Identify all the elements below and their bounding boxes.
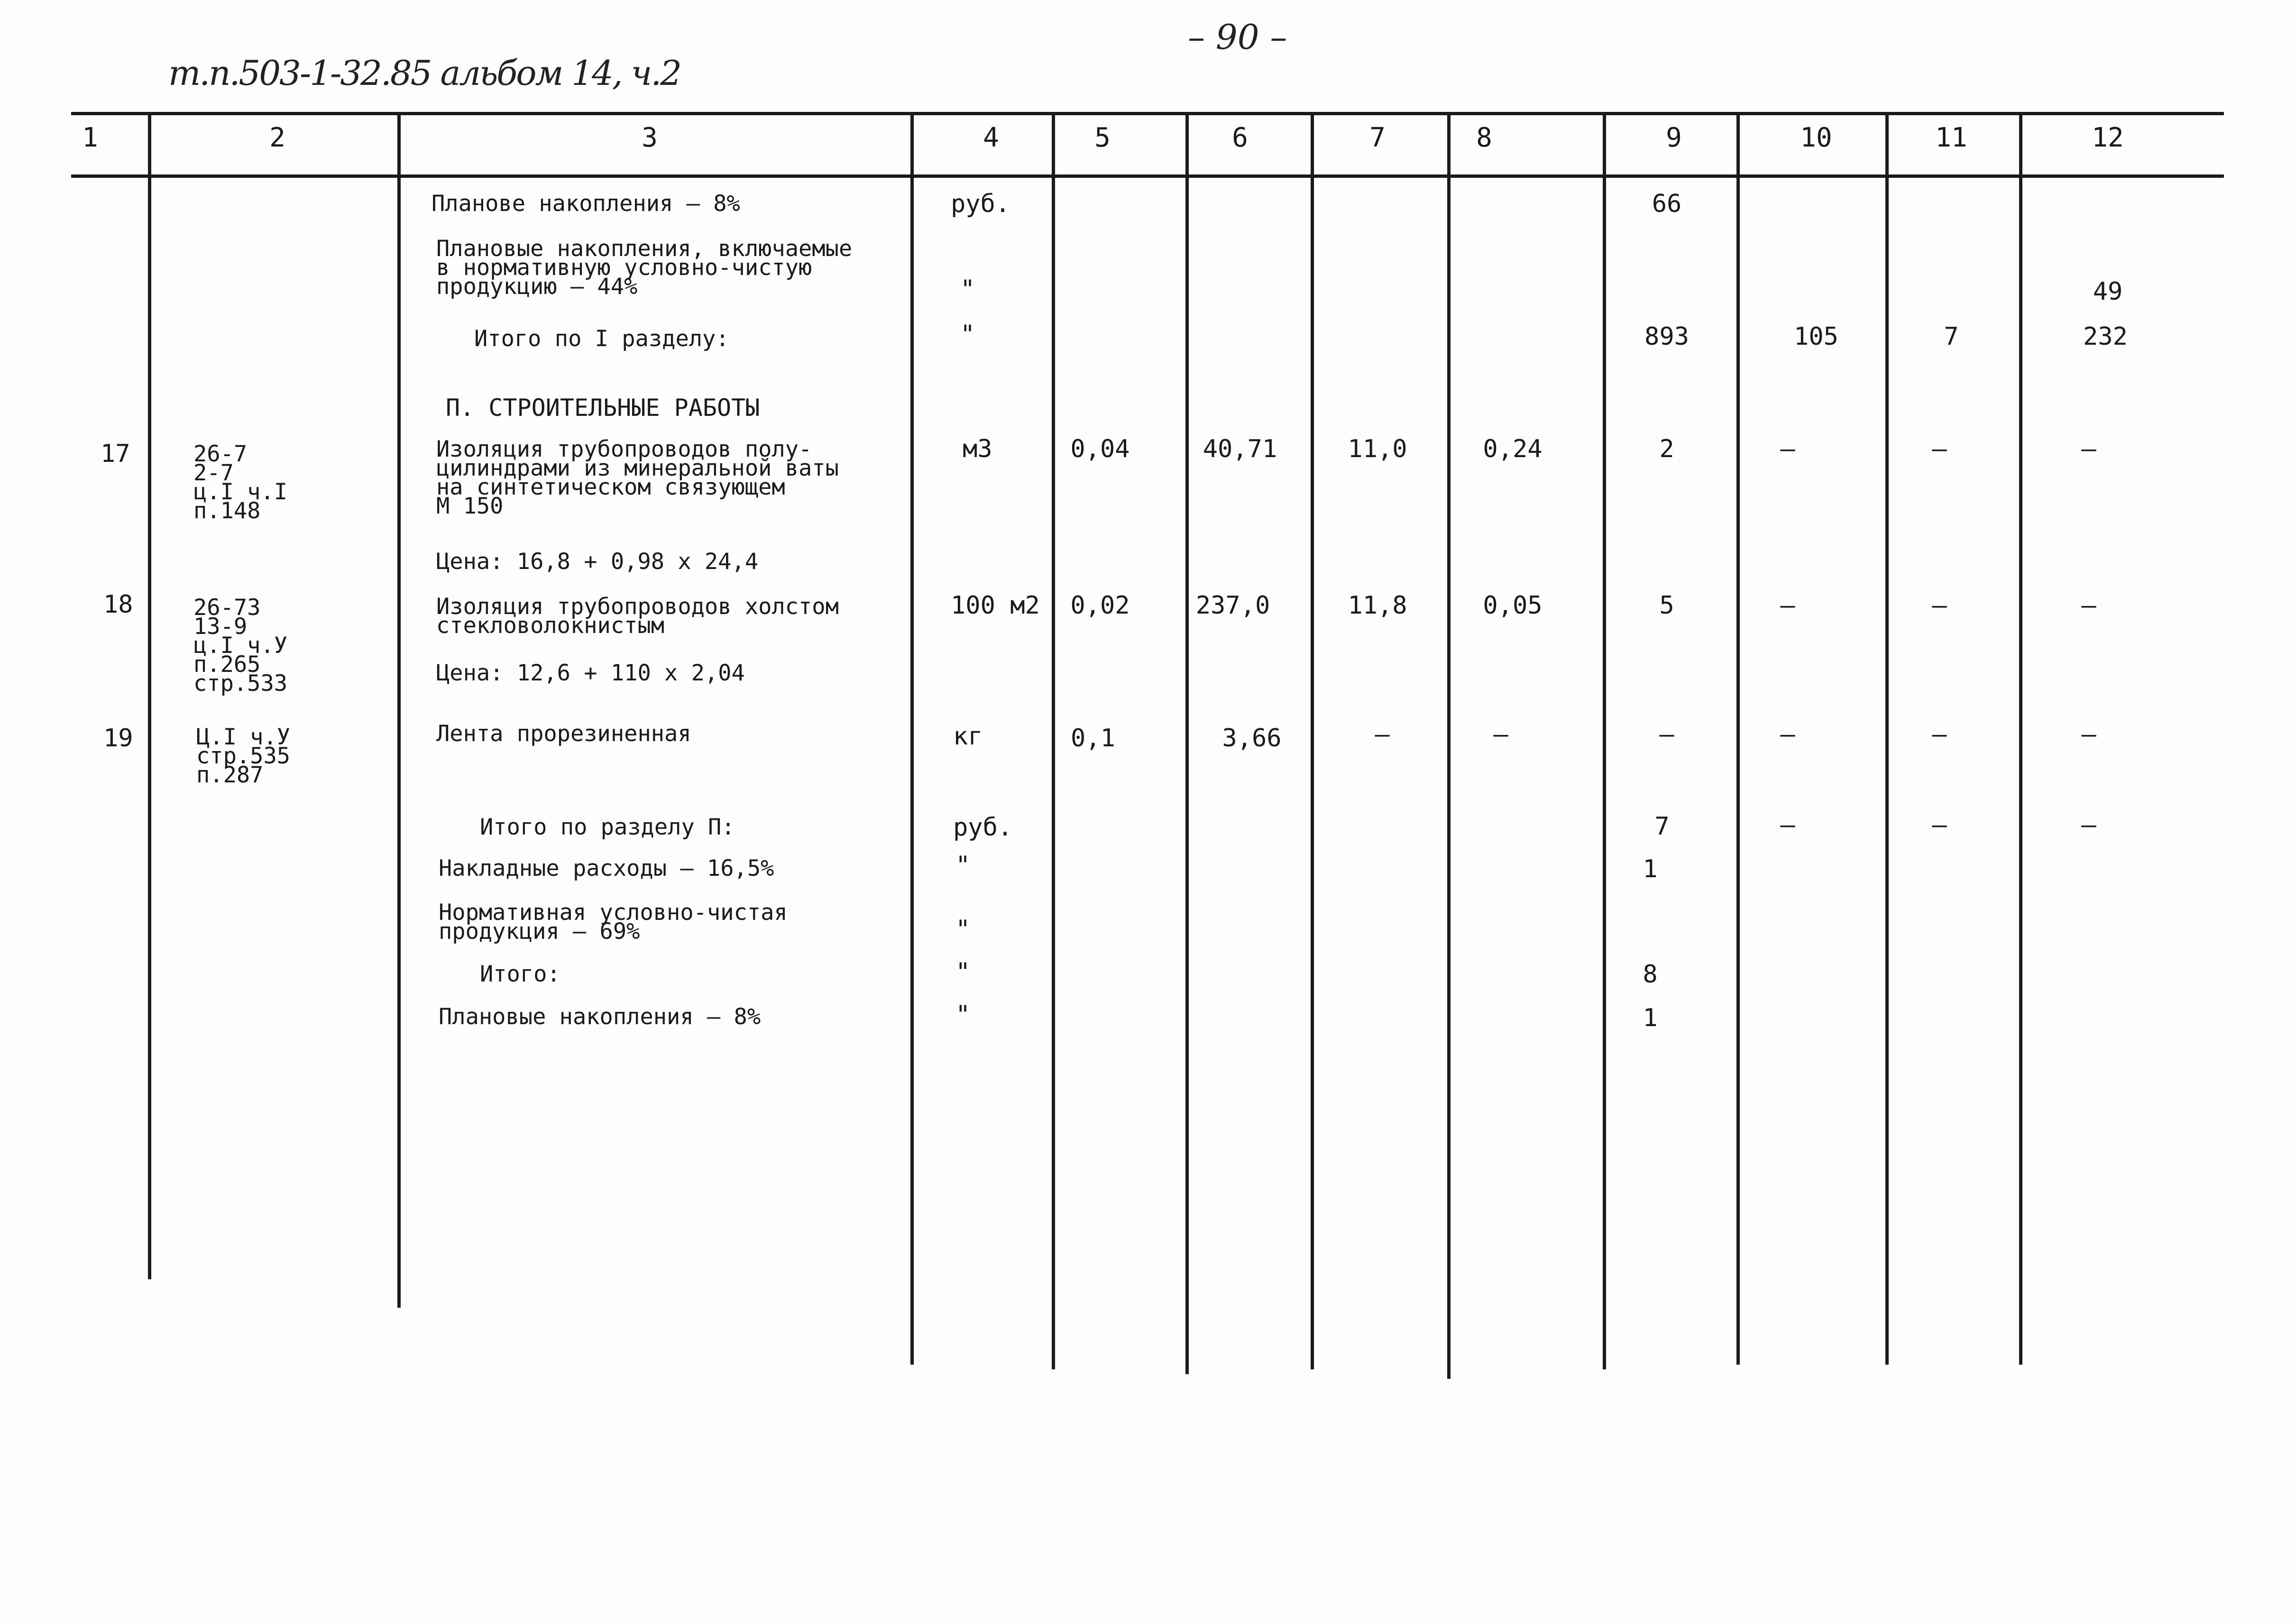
row-ref: 26-73 13-9 ц.I ч.У п.265 стр.533 <box>193 595 288 697</box>
row-col9: – <box>1659 720 1674 749</box>
column-header: 3 <box>642 122 658 153</box>
col-divider <box>1311 113 1314 1369</box>
row-col10: – <box>1780 591 1795 620</box>
header-bottom-rule <box>71 174 2224 178</box>
planned-final-label: Плановые накопления – 8% <box>439 1004 761 1030</box>
section-2-total-col12: – <box>2081 811 2096 839</box>
row-col6: 40,71 <box>1203 435 1277 463</box>
row-description: Изоляция трубопроводов полу- цилиндрами из минеральной ваты на синтетическом связующем М 150 <box>436 436 839 519</box>
col-divider <box>1736 113 1740 1365</box>
section-1-total-col10: 105 <box>1794 322 1838 351</box>
column-header: 8 <box>1476 122 1492 153</box>
row-col7: 11,0 <box>1348 435 1407 463</box>
col-divider <box>910 113 914 1365</box>
row-col5: 0,04 <box>1070 435 1130 463</box>
section-1-total-unit: " <box>960 320 975 349</box>
section-1-total-col12: 232 <box>2083 322 2128 351</box>
row-col9: 2 <box>1659 435 1674 463</box>
row-col10: – <box>1780 435 1795 463</box>
row-col5: 0,02 <box>1070 591 1130 620</box>
row-col10: – <box>1780 720 1795 749</box>
col-divider <box>397 113 401 1308</box>
section-2-total-col9: 7 <box>1654 812 1670 841</box>
column-header: 10 <box>1800 122 1832 153</box>
section-2-total-col10: – <box>1780 811 1795 839</box>
row-unit: 100 м2 <box>951 591 1040 620</box>
row-ref: Ц.I ч.У стр.535 п.287 <box>196 724 291 788</box>
planned-savings-unit: руб. <box>951 190 1010 218</box>
row-number: 19 <box>103 724 133 752</box>
row-number: 18 <box>103 590 133 619</box>
row-col8: 0,24 <box>1483 435 1543 463</box>
grand-total-label: Итого: <box>480 961 560 987</box>
column-header: 12 <box>2092 122 2124 153</box>
row-col12: – <box>2081 591 2096 620</box>
column-header: 4 <box>983 122 999 153</box>
row-description: Лента прорезиненная <box>436 721 691 747</box>
section-1-total-label: Итого по I разделу: <box>474 326 729 352</box>
column-header: 5 <box>1094 122 1111 153</box>
grand-total-unit: " <box>955 958 971 986</box>
row-unit: кг <box>953 722 983 751</box>
column-header: 2 <box>269 122 285 153</box>
row-description: Изоляция трубопроводов холстом стекловолокнистым <box>436 594 839 639</box>
column-header: 6 <box>1232 122 1248 153</box>
column-header: 9 <box>1666 122 1682 153</box>
section-1-total-col9: 893 <box>1644 322 1689 351</box>
planned-included-label: Плановые накопления, включаемые в нормативную условно-чистую продукцию – 44% <box>436 236 853 300</box>
row-price-note: Цена: 12,6 + 110 х 2,04 <box>436 660 745 686</box>
overhead-col9: 1 <box>1643 855 1658 883</box>
row-unit: м3 <box>963 435 992 463</box>
col-divider <box>1447 113 1451 1379</box>
row-col6: 237,0 <box>1195 591 1270 620</box>
planned-final-col9: 1 <box>1643 1004 1658 1032</box>
row-col11: – <box>1932 720 1947 749</box>
section-2-title: П. СТРОИТЕЛЬНЫЕ РАБОТЫ <box>446 394 760 422</box>
row-col8: – <box>1493 720 1508 749</box>
col-divider <box>1052 113 1055 1369</box>
row-col5: 0,1 <box>1071 724 1115 752</box>
planned-included-col12: 49 <box>2093 277 2123 306</box>
planned-savings-label: Планове накопления – 8% <box>432 191 740 217</box>
overhead-label: Накладные расходы – 16,5% <box>439 855 774 881</box>
column-header: 11 <box>1935 122 1967 153</box>
row-col12: – <box>2081 435 2096 463</box>
column-header: 7 <box>1369 122 1386 153</box>
row-col11: – <box>1932 435 1947 463</box>
grand-total-col9: 8 <box>1643 960 1658 989</box>
col-divider <box>148 113 151 1279</box>
column-header: 1 <box>82 122 98 153</box>
col-divider <box>1885 113 1889 1365</box>
row-col7: – <box>1375 720 1390 749</box>
planned-final-unit: " <box>955 1000 971 1029</box>
row-col9: 5 <box>1659 591 1674 620</box>
document-reference: т.п.503-1-32.85 альбом 14, ч.2 <box>168 53 681 93</box>
overhead-unit: " <box>955 851 971 880</box>
normative-unit: " <box>955 915 971 944</box>
section-2-total-label: Итого по разделу П: <box>480 814 735 840</box>
row-col8: 0,05 <box>1483 591 1543 620</box>
table-top-rule <box>71 112 2224 115</box>
normative-label: Нормативная условно-чистая продукция – 69% <box>439 899 788 945</box>
row-col12: – <box>2081 720 2096 749</box>
section-2-total-col11: – <box>1932 811 1947 839</box>
section-2-total-unit: руб. <box>953 813 1013 842</box>
row-ref: 26-7 2-7 ц.I ч.I п.148 <box>193 441 288 524</box>
page-number: – 90 – <box>1188 17 1287 57</box>
row-number: 17 <box>101 440 130 468</box>
col-divider <box>1185 113 1189 1374</box>
col-divider <box>2019 113 2022 1365</box>
row-col11: – <box>1932 591 1947 620</box>
row-col7: 11,8 <box>1348 591 1407 620</box>
section-1-total-col11: 7 <box>1944 322 1959 351</box>
col-divider <box>1603 113 1606 1369</box>
row-col6: 3,66 <box>1222 724 1282 752</box>
row-price-note: Цена: 16,8 + 0,98 х 24,4 <box>436 549 759 575</box>
planned-included-unit: " <box>960 275 975 303</box>
planned-savings-col9: 66 <box>1652 190 1682 218</box>
